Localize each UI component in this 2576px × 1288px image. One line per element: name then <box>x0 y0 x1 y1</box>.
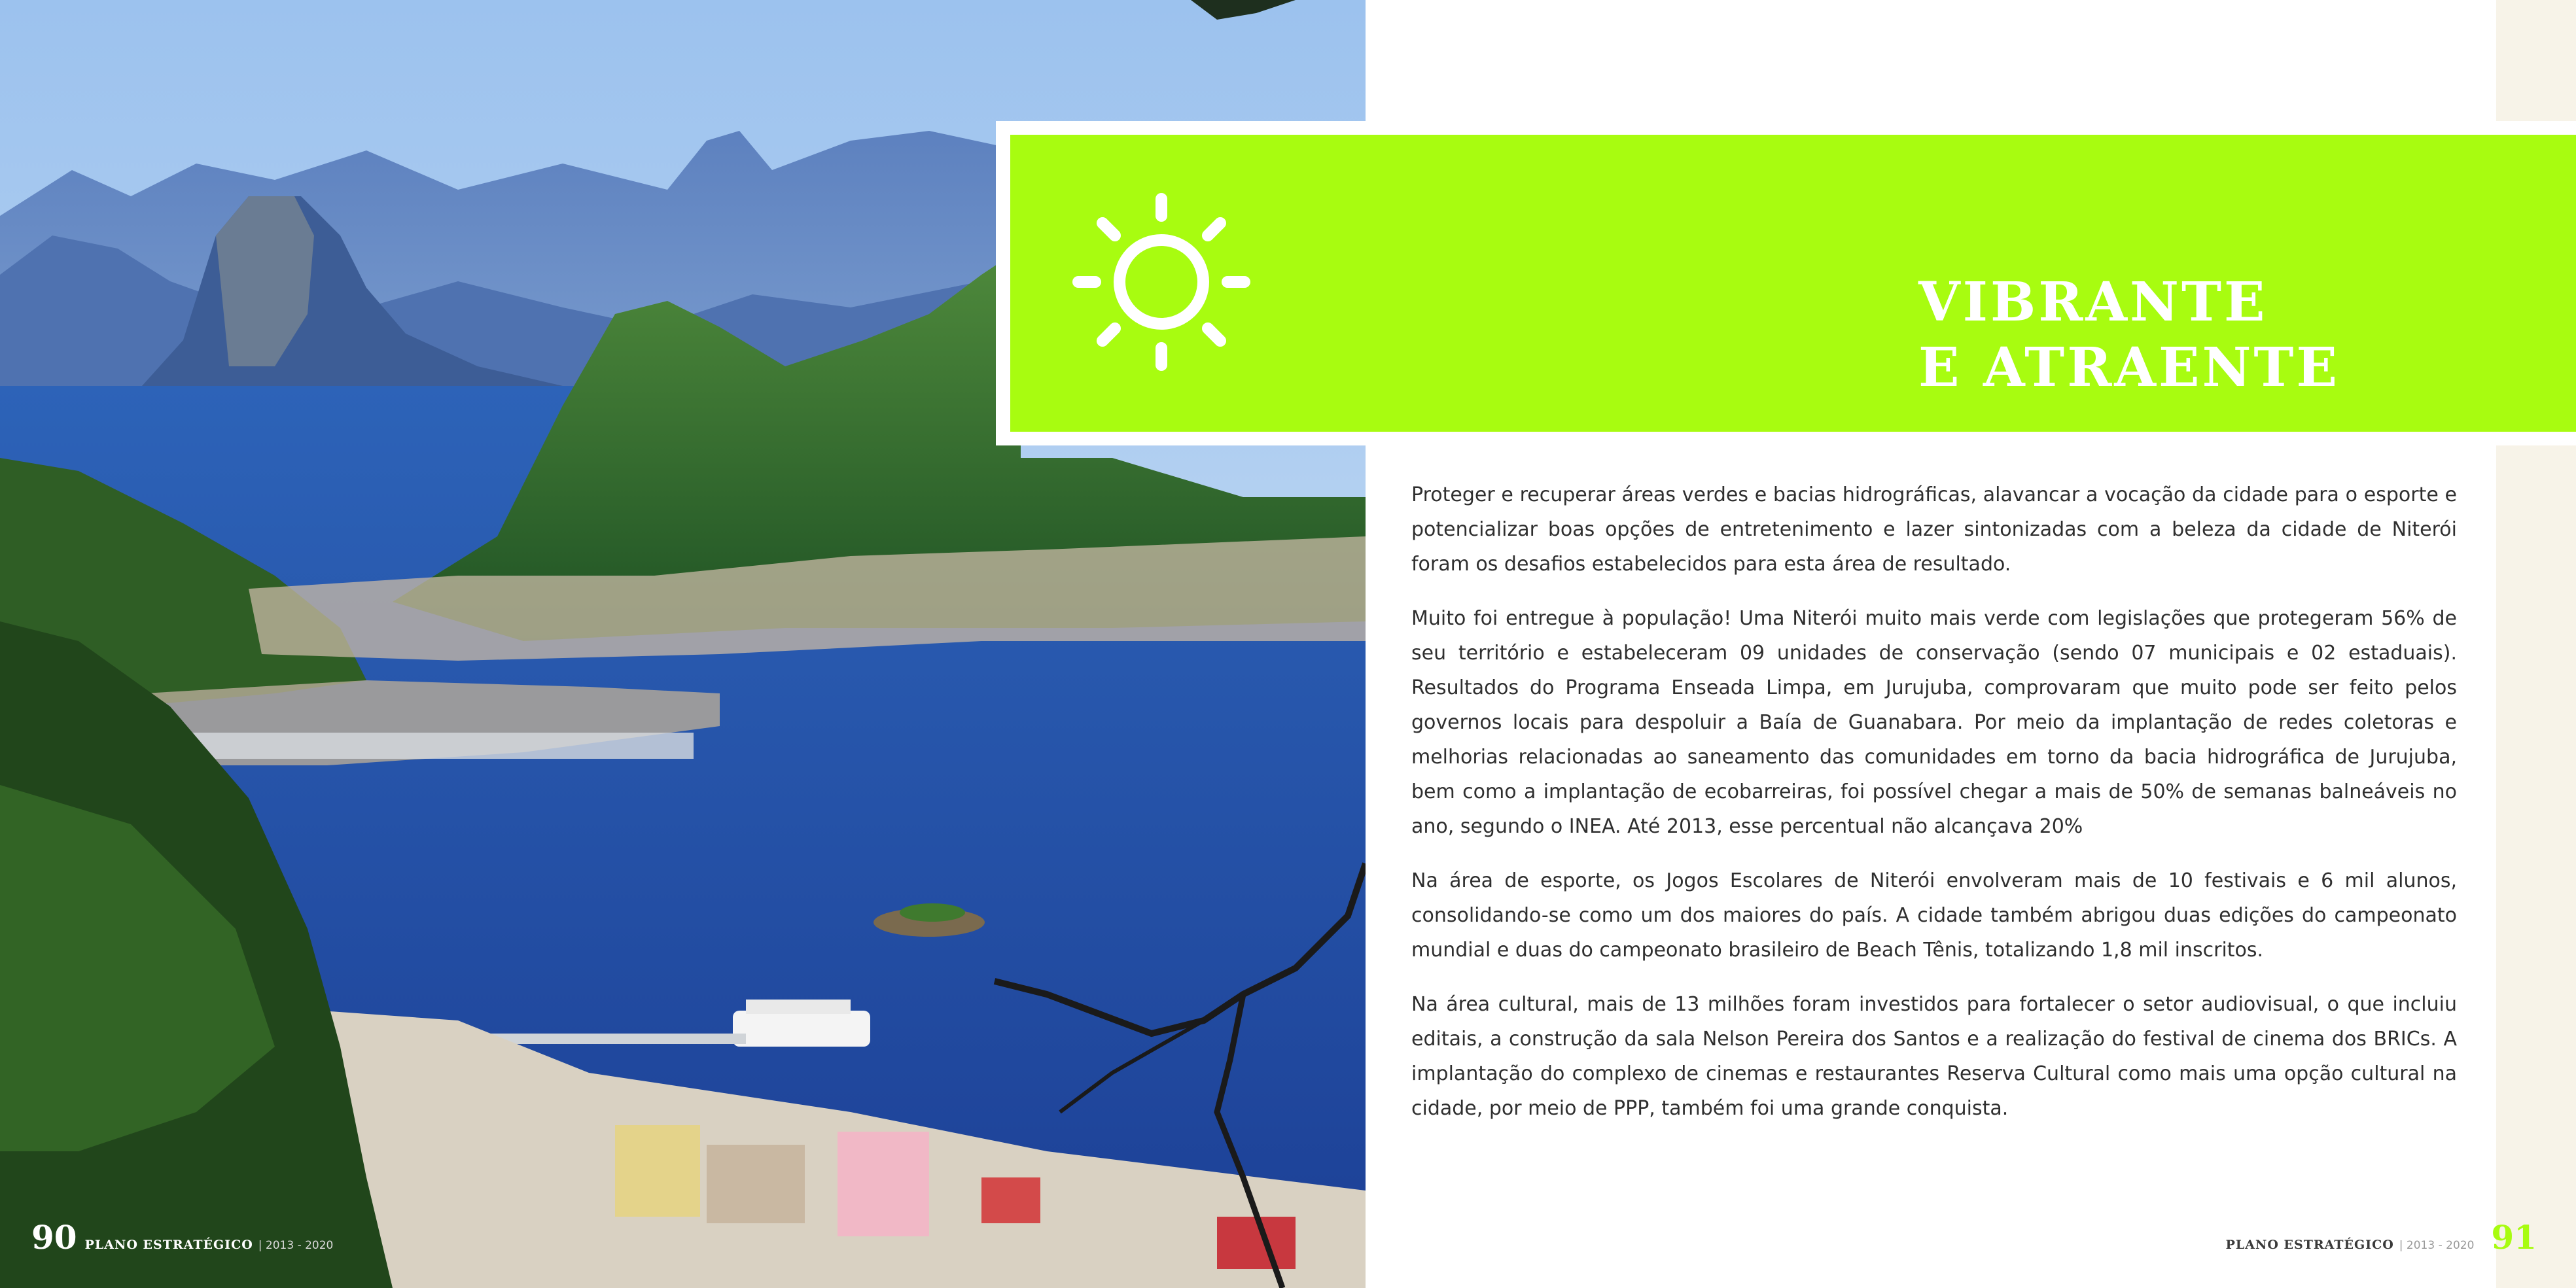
publication-title-left: PLANO ESTRATÉGICO <box>84 1238 253 1252</box>
footer-right <box>2226 1218 2537 1257</box>
paragraph-environment: Muito foi entregue à população! Uma Niterói muito mais verde com legislações que protegeram 56% de seu território e estabeleceram 09 unidades de conservação (sendo 07 municipais e 02 estaduais). Resultados do Programa Enseada Limpa, em Jurujuba, comprovaram que muito pode ser feito pelos governos locais para despoluir a Baía de Guanabara. Por meio da implantação de redes coletoras e melhorias relacionadas ao saneamento das comunidades em torno da bacia hidrográfica de Jurujuba, bem como a implantação de ecobarreiras, foi possível chegar a mais de 50% de semanas balneáveis no ano, segundo o INEA. Até 2013, esse percentual não alcançava 20% <box>1411 607 2457 838</box>
sun-icon <box>1067 187 1256 377</box>
publication-years-right: | 2013 - 2020 <box>2399 1239 2475 1252</box>
section-heading <box>1918 270 2340 400</box>
heading-line-1: VIBRANTE <box>1918 271 2268 334</box>
paragraph-intro: Proteger e recuperar áreas verdes e bacias hidrográficas, alavancar a vocação da cidade para o esporte e potencializar boas opções de entretenimento e lazer sintonizadas com a beleza da cidade de Niterói foram os desafios estabelecidos para esta área de resultado. <box>1411 483 2457 576</box>
page-number-left: 90 <box>31 1218 77 1257</box>
paragraph-culture: Na área cultural, mais de 13 milhões foram investidos para fortalecer o setor audiovisual, o que incluiu editais, a construção da sala Nelson Pereira dos Santos e a realização do festival de cinema dos BRICs. A implantação do complexo de cinemas e restaurantes Reserva Cultural como mais uma opção cultural na cidade, por meio de PPP, também foi uma grande conquista. <box>1411 993 2457 1120</box>
footer-left <box>31 1218 333 1257</box>
paragraph-sports: Na área de esporte, os Jogos Escolares de Niterói envolveram mais de 10 festivais e 6 mil alunos, consolidando-se como um dos maiores do país. A cidade também abrigou duas edições do campeonato mundial e duas do campeonato brasileiro de Beach Tênis, totalizando 1,8 mil inscritos. <box>1411 869 2457 962</box>
page-number-right: 91 <box>2491 1218 2537 1257</box>
heading-line-2: E ATRAENTE <box>1918 336 2340 399</box>
publication-years-left: | 2013 - 2020 <box>258 1239 334 1252</box>
publication-title-right: PLANO ESTRATÉGICO <box>2225 1238 2394 1252</box>
body-text <box>1411 478 2457 1145</box>
